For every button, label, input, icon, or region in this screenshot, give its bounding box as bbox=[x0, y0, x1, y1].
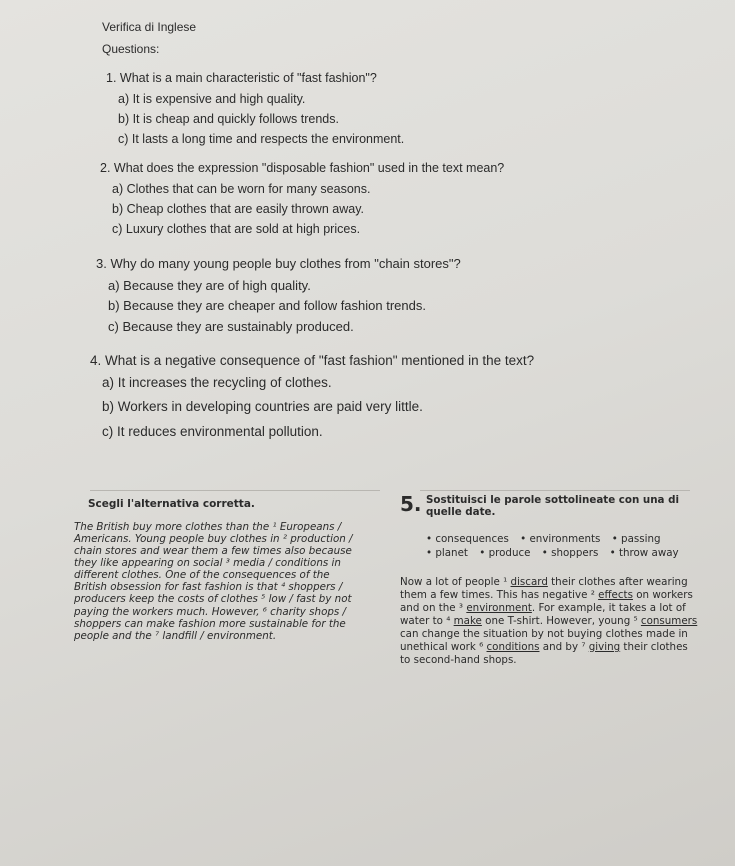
word-bank-row bbox=[426, 547, 700, 561]
question-3 bbox=[96, 255, 461, 338]
answer-option: a) It increases the recycling of clothes. bbox=[102, 375, 332, 391]
question-1 bbox=[106, 70, 404, 151]
underlined-word: effects bbox=[598, 589, 633, 602]
question-stem: 4. What is a negative consequence of "fast fashion" mentioned in the text? bbox=[90, 353, 535, 368]
exercise-line: shoppers can make fashion more sustainable for the bbox=[74, 617, 346, 630]
word-bank-item: • consequences bbox=[426, 532, 509, 545]
question-4 bbox=[90, 352, 534, 447]
exercise-line: British obsession for fast fashion is that ⁴ shoppers / bbox=[74, 581, 343, 594]
text-segment: and by ⁷ bbox=[539, 640, 589, 653]
question-stem: 3. Why do many young people buy clothes from "chain stores"? bbox=[96, 256, 461, 271]
word-bank-item: • throw away bbox=[609, 546, 679, 559]
exercise-line: different clothes. One of the consequences of the bbox=[74, 569, 330, 582]
word-bank-row bbox=[426, 533, 700, 547]
answer-option: c) It reduces environmental pollution. bbox=[102, 423, 323, 439]
exercise-text bbox=[400, 576, 700, 666]
question-stem: 1. What is a main characteristic of "fast fashion"? bbox=[106, 71, 377, 85]
underlined-word: discard bbox=[510, 576, 548, 589]
word-bank-item: • environments bbox=[520, 532, 601, 545]
section-title: Questions: bbox=[102, 42, 160, 56]
answer-option: a) It is expensive and high quality. bbox=[118, 91, 306, 106]
exercise-choose-alternative bbox=[74, 498, 379, 642]
exercise-line: they like appearing on social ³ media / conditions in bbox=[74, 557, 341, 570]
text-segment: their clothes to second-hand shops. bbox=[400, 640, 688, 666]
answer-option: a) Clothes that can be worn for many seasons. bbox=[112, 181, 371, 196]
answer-option: c) Luxury clothes that are sold at high prices. bbox=[112, 221, 361, 236]
exercise-line: chain stores and wear them a few times also because bbox=[74, 544, 352, 557]
section-divider bbox=[420, 490, 690, 491]
exercise-line: people and the ⁷ landfill / environment. bbox=[74, 629, 277, 642]
exercise-line: paying the workers much. However, ⁶ charity shops / bbox=[74, 605, 347, 618]
exercise-title: Scegli l'alternativa corretta. bbox=[88, 498, 255, 510]
exercise-number: 5. bbox=[400, 492, 422, 516]
word-bank-item: • planet bbox=[426, 546, 468, 559]
text-segment: one T-shirt. However, young ⁵ bbox=[481, 615, 641, 628]
text-segment: Now a lot of people ¹ bbox=[400, 576, 511, 589]
underlined-word: make bbox=[453, 615, 482, 628]
answer-option: b) It is cheap and quickly follows trends. bbox=[118, 111, 339, 126]
word-bank-item: • produce bbox=[479, 546, 531, 559]
underlined-word: environment bbox=[466, 602, 532, 615]
answer-option: c) It lasts a long time and respects the environment. bbox=[118, 131, 405, 146]
text-segment: can change the situation by not buying clothes made in unethical work ⁶ bbox=[400, 627, 688, 653]
answer-option: b) Cheap clothes that are easily thrown away. bbox=[112, 201, 364, 216]
worksheet-header bbox=[102, 20, 196, 64]
question-2 bbox=[100, 160, 504, 241]
exercise-line: Americans. Young people buy clothes in ² production / bbox=[74, 532, 353, 545]
exercise-line: The British buy more clothes than the ¹ Europeans / bbox=[74, 520, 342, 533]
section-divider bbox=[90, 490, 380, 491]
underlined-word: consumers bbox=[640, 615, 698, 628]
exercise-line: producers keep the costs of clothes ⁵ low / fast by not bbox=[74, 593, 352, 606]
text-segment: . For example, it takes a lot of water to ⁴ bbox=[400, 602, 686, 628]
exercise-title: Sostituisci le parole sottolineate con una di quelle date. bbox=[426, 494, 679, 519]
text-segment: their clothes after wearing them a few times. This has negative ² bbox=[400, 576, 688, 602]
answer-option: c) Because they are sustainably produced. bbox=[108, 318, 354, 334]
word-bank bbox=[426, 533, 700, 561]
exercise-substitute-words bbox=[400, 494, 700, 666]
answer-option: b) Workers in developing countries are paid very little. bbox=[102, 399, 423, 415]
underlined-word: conditions bbox=[486, 640, 540, 653]
answer-option: a) Because they are of high quality. bbox=[108, 277, 311, 293]
underlined-word: giving bbox=[588, 640, 621, 653]
question-stem: 2. What does the expression "disposable fashion" used in the text mean? bbox=[100, 161, 505, 175]
word-bank-item: • shoppers bbox=[541, 546, 599, 559]
text-segment: on workers and on the ³ bbox=[400, 589, 693, 615]
answer-option: b) Because they are cheaper and follow fashion trends. bbox=[108, 298, 426, 314]
exercise-text bbox=[74, 521, 379, 642]
word-bank-item: • passing bbox=[611, 532, 661, 545]
page-title: Verifica di Inglese bbox=[102, 20, 197, 34]
